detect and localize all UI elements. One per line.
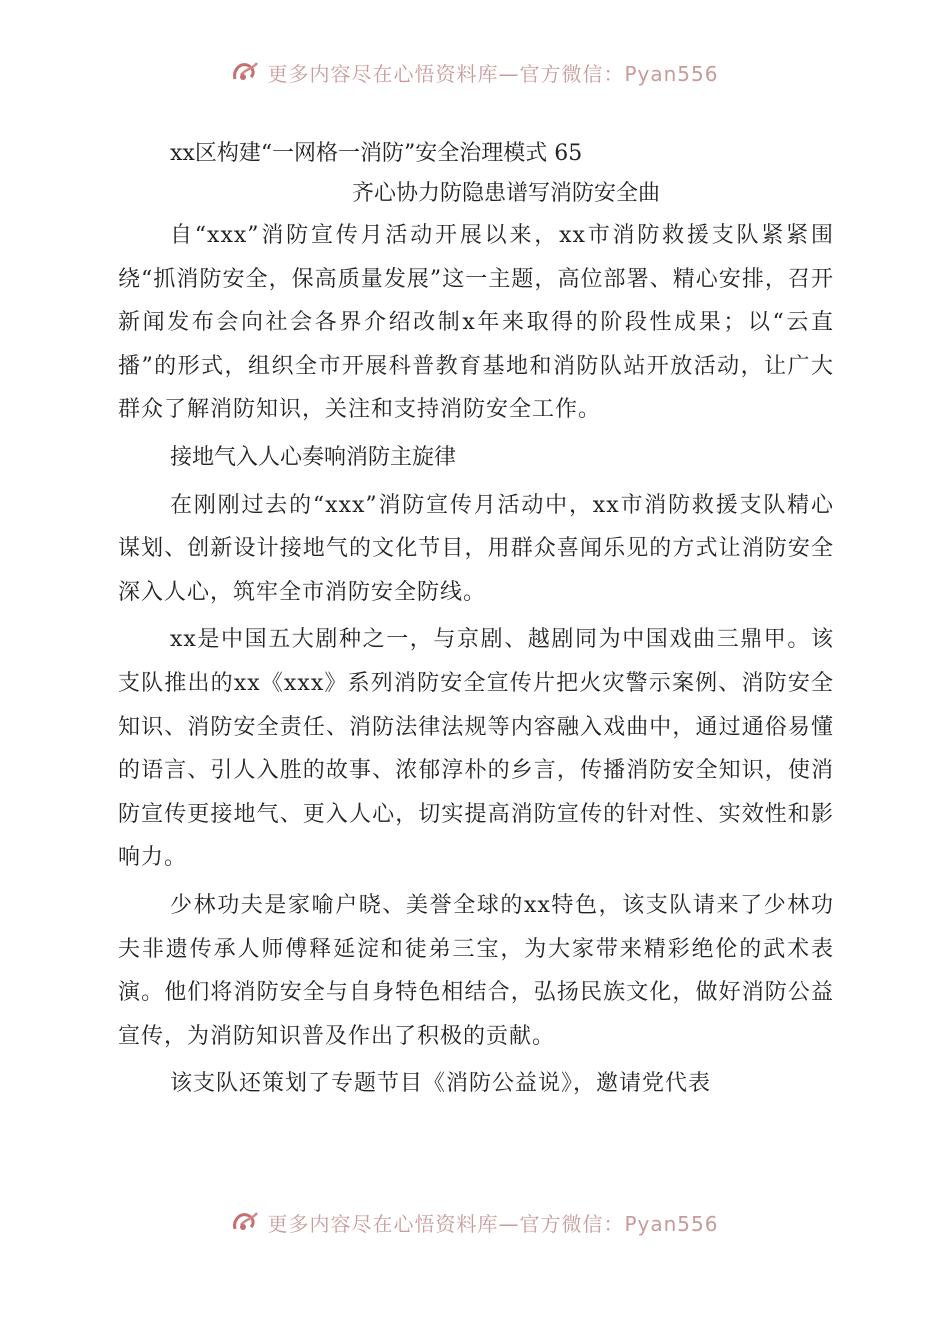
watermark-text: 更多内容尽在心悟资料库—官方微信：Pyan556 bbox=[267, 1211, 719, 1236]
article-title: xx区构建“一网格一消防”安全治理模式 65 bbox=[170, 141, 583, 166]
paragraph-2: 在刚刚过去的“xxx”消防宣传月活动中，xx市消防救援支队精心谋划、创新设计接地气的文化节目，用群众喜闻乐见的方式让消防安全深入人心，筑牢全市消防安全防线。 bbox=[118, 492, 834, 605]
paragraph-3: xx是中国五大剧种之一，与京剧、越剧同为中国戏曲三鼎甲。该支队推出的xx《xxx》系列消防安全宣传片把火灾警示案例、消防安全知识、消防安全责任、消防法律法规等内容融入戏曲中，通过通俗易懂的语言、引人入胜的故事、浓郁淳朴的乡言，传播消防安全知识，使消防宣传更接地气、更入人心，切实提高消防宣传的针对性、实效性和影响力。 bbox=[118, 627, 834, 871]
brand-logo-icon bbox=[231, 59, 261, 85]
paragraph-4: 少林功夫是家喻户晓、美誉全球的xx特色，该支队请来了少林功夫非遗传承人师傅释延淀和徒弟三宝，为大家带来精彩绝伦的武术表演。他们将消防安全与自身特色相结合，弘扬民族文化，做好消防公益宣传，为消防知识普及作出了积极的贡献。 bbox=[118, 892, 834, 1049]
subheading-1: 接地气入人心奏响消防主旋律 bbox=[170, 444, 457, 470]
paragraph-1: 自“xxx”消防宣传月活动开展以来，xx市消防救援支队紧紧围绕“抓消防安全，保高质量发展”这一主题，高位部署、精心安排，召开新闻发布会向社会各界介绍改制x年来取得的阶段性成果；以“云直播”的形式，组织全市开展科普教育基地和消防队站开放活动，让广大群众了解消防知识，关注和支持消防安全工作。 bbox=[118, 223, 834, 423]
document-body bbox=[118, 134, 834, 1106]
paragraph-5: 该支队还策划了专题节目《消防公益说》，邀请党代表 bbox=[170, 1071, 712, 1097]
watermark-text: 更多内容尽在心悟资料库—官方微信：Pyan556 bbox=[267, 61, 719, 86]
section-title: 齐心协力防隐患谱写消防安全曲 bbox=[351, 181, 660, 206]
watermark-footer bbox=[0, 1206, 950, 1238]
brand-logo-icon bbox=[231, 1209, 261, 1235]
watermark-header bbox=[0, 56, 950, 88]
